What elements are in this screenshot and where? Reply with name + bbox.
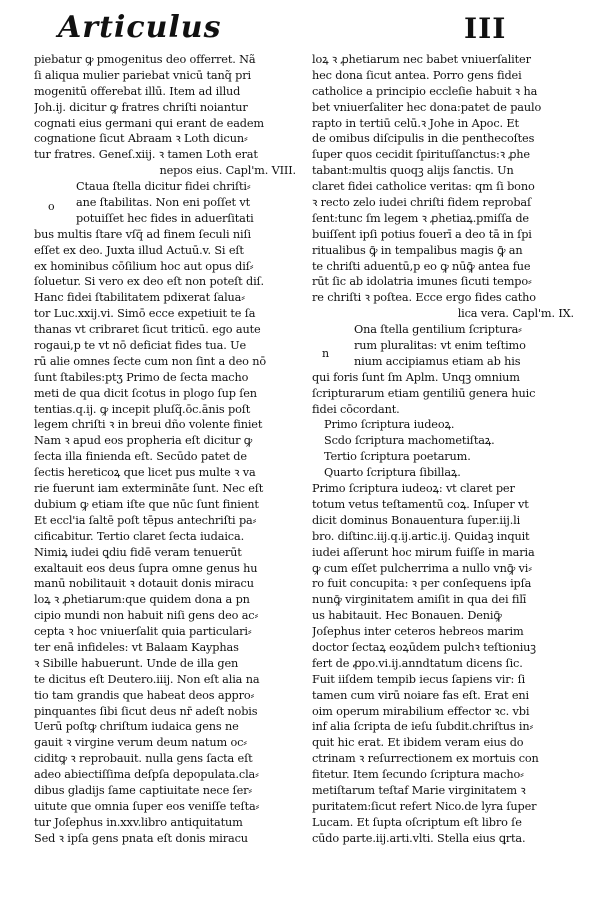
text-line: re chriſti ꝛ poſtea. Ecce ergo fides catho: [312, 291, 536, 305]
running-head-title: Articulus: [58, 10, 222, 45]
text-line: loꝝ ꝛ ꝓhetiarum nec babet vniuerſaliter: [312, 53, 531, 66]
text-line: ter enā infideles: vt Balaam Kayphas: [34, 640, 239, 654]
text-line: Sed ꝛ ipſa gens pnata eſt donis miracu: [34, 831, 248, 845]
text-line: manū nobilitauit ꝛ dotauit donis miracu: [34, 577, 254, 591]
text-line: claret fidei catholice veritas: qm ſi bono: [312, 180, 535, 194]
text-line: dubium ꝙ etiam iſte que nūc ſunt finient: [34, 497, 259, 511]
text-line: uitute que omnia ſuper eos veniſſe teſta⸗: [34, 799, 260, 813]
text-line: pinquantes ſibi ſicut deus nr̄ adeſt nobis: [34, 704, 258, 718]
text-line: nunꝙ̄ virginitatem amiſit in qua dei filī: [312, 593, 527, 607]
text-line: thanas vt cribraret ſicut triticū. ego aute: [34, 323, 261, 337]
text-line: tentias.q.ij. ꝙ incepit pluſq̃.ōc.ānis poſt: [34, 402, 251, 416]
text-line: tabant:multis quoqꝫ alijs ſanctis. Un: [312, 164, 514, 178]
text-line: eſſet ex deo. Juxta illud Actuū.v. Si eſt: [34, 243, 244, 257]
text-line: iudei aſſerunt hoc mirum fuiſſe in maria: [312, 545, 535, 559]
text-line: ꝛ recto zelo iudei chriſti fidem reprobaſ: [312, 196, 532, 210]
text-line: ritualibus ꝙ̄ in tempalibus magis ꝙ̄ an: [312, 243, 523, 257]
text-line: potuiſſet hec fides in aduerſitati: [76, 211, 254, 225]
text-line: ſcripturarum etiam gentiliū genera huic: [312, 386, 536, 400]
text-line: ſent:tunc ſm legem ꝛ ꝓhetiaꝝ.pmiſſa de: [312, 211, 529, 225]
text-line: meti de qua dicit ſcotus in plogo ſup ſen: [34, 386, 257, 400]
text-line: fert de ꝓpo.vi.ij.anndtatum dicens ſic.: [312, 656, 523, 670]
text-line: cognati eius germani qui erant de eadem: [34, 116, 264, 130]
text-line: nium accipiamus etiam ab his: [354, 354, 521, 368]
text-line: puritatem:ſicut refert Nico.de lyra ſuper: [312, 799, 537, 813]
text-line: totum vetus teſtamentū coꝝ. Inſuper vt: [312, 497, 529, 511]
text-line: rum pluralitas: vt enim teſtimo: [354, 339, 526, 353]
text-line: Joh.ij. dicitur ꝙ fratres chriſti noiantur: [34, 100, 248, 114]
text-line: tor Luc.xxij.vi. Simō ecce expetiuit te ſa: [34, 307, 256, 321]
text-line: cificabitur. Tertio claret ſecta iudaica.: [34, 529, 245, 543]
text-line: ſuper quos cecidit ſpirituſſanctus:ꝛ ꝓhe: [312, 148, 530, 162]
text-line: tamen cum virū noiare fas eſt. Erat eni: [312, 688, 529, 702]
text-line: nepos eius. Capl'm. VIII.: [159, 164, 296, 178]
text-line: te chriſti aduentū,p eo ꝙ nūꝙ̄ antea fue: [312, 259, 531, 273]
text-line: Ona ſtella gentilium ſcriptura⸗: [354, 323, 522, 337]
text-line: qui foris ſunt ſm Aplm. Unqꝫ omnium: [312, 370, 520, 384]
text-line: hec dona ſicut antea. Porro gens fidei: [312, 68, 522, 82]
text-line: quit hic erat. Et ibidem veram eius do: [312, 736, 524, 750]
text-line: exaltauit eos deus ſupra omne genus hu: [34, 561, 258, 575]
text-line: Lucam. Et ſupta oſcriptum eſt libro ſe: [312, 815, 522, 829]
text-line: dibus gladijs ſame captiuitate nece ſer⸗: [34, 783, 252, 797]
text-line: bro. diſtinc.iij.q.ij.artic.ij. Quidaꝫ inquit: [312, 529, 530, 543]
text-line: Tertio ſcriptura poetarum.: [324, 450, 471, 464]
text-line: lica vera. Capl'm. IX.: [457, 307, 574, 321]
text-line: ſunt ſtabiles:ptʒ Primo de ſecta macho: [34, 370, 249, 384]
text-line: fitetur. Item ſecundo ſcriptura macho⸗: [312, 768, 524, 782]
text-line: rapto in tertiū celū.ꝛ Johe in Apoc. Et: [312, 116, 519, 130]
text-line: cūdo parte.iij.arti.vlti. Stella eius ꝗrta.: [312, 831, 526, 845]
text-line: Joſephus inter ceteros hebreos marim: [312, 625, 524, 639]
text-line: doctor ſectaꝝ eoꝝūdem pulchꝛ teſtioniuꝫ: [312, 640, 536, 654]
text-line: mogenitū offerebat illū. Item ad illud: [34, 84, 241, 98]
text-line: ꝛ Sibille habuerunt. Unde de illa gen: [34, 656, 239, 670]
text-line: adeo abiectiſſima deſpſa depopulata.cla⸗: [34, 768, 259, 782]
text-line: catholice a principio eccleſie habuit ꝛ ha: [312, 84, 538, 98]
right-text-column: [312, 52, 574, 847]
text-line: cipio mundi non habuit niſi gens deo ac⸗: [34, 609, 259, 623]
text-line: rūt ſic ab idolatria imunes ſicuti tempo⸗: [312, 275, 532, 289]
text-line: te dicitus eſt Deutero.iiij. Non eſt alia na: [34, 672, 260, 686]
left-margin-letter: o: [48, 200, 55, 213]
text-line: piebatur ꝙ pmogenitus deo offerret. Nã: [34, 53, 256, 66]
text-line: cognatione ſicut Abraam ꝛ Loth dicun⸗: [34, 132, 248, 146]
text-line: de omibus diſcipulis in die penthecoſtes: [312, 132, 535, 146]
left-text-column: [34, 52, 296, 847]
text-line: Nam ꝛ apud eos propheria eſt dicitur ꝙ: [34, 434, 253, 448]
text-line: rogaui,p te vt nō deficiat fides tua. Ue: [34, 339, 247, 353]
text-line: bet vniuerſaliter hec dona:patet de paulo: [312, 100, 542, 114]
text-line: tio tam grandis que habeat deos appro⸗: [34, 688, 255, 702]
text-line: ſi aliqua mulier pariebat vnicū tanq̃ pri: [34, 68, 251, 82]
text-line: Nimiꝝ iudei ꝗdiu fidē veram tenuerūt: [34, 545, 242, 559]
text-line: oim operum mirabilium effector ꝛc. vbi: [312, 704, 530, 718]
text-line: Primo ſcriptura iudeoꝝ: vt claret per: [312, 482, 515, 496]
text-line: Hanc fidei ſtabilitatem pdixerat ſalua⸗: [34, 291, 245, 305]
text-line: Uerū poſtꝙ chriſtum iudaica gens ne: [34, 720, 239, 734]
text-line: ꝙ cum eſſet pulcherrima a nullo vnꝙ̄ vi⸗: [312, 561, 532, 575]
text-line: legem chriſti ꝛ in breui dño volente finiet: [34, 418, 263, 432]
text-line: Ctaua ſtella dicitur fidei chriſti⸗: [76, 180, 251, 194]
text-line: Fuit iiſdem tempib iecus ſapiens vir: ſi: [312, 672, 526, 686]
text-line: tur Joſephus in.xxv.libro antiquitatum: [34, 815, 243, 829]
text-line: loꝝ ꝛ ꝓhetiarum:que quidem dona a pn: [34, 593, 250, 607]
text-line: Et eccl'ia ſaltē poſt tēpus antechriſti pa⸗: [34, 513, 257, 527]
text-line: dicit dominus Bonauentura ſuper.iij.li: [312, 513, 521, 527]
text-line: Primo ſcriptura iudeoꝝ.: [324, 418, 455, 432]
text-line: ſectis hereticoꝝ que licet pus multe ꝛ va: [34, 466, 256, 480]
text-line: ſecta illa finienda eſt. Secūdo patet de: [34, 450, 247, 464]
text-line: fidei cōcordant.: [312, 402, 400, 416]
text-line: Scdo ſcriptura machometiſtaꝝ.: [324, 434, 495, 448]
text-line: cepta ꝛ hoc vniuerſalit quia particulari⸗: [34, 625, 252, 639]
text-line: rie fuerunt iam extermināte ſunt. Nec eſt: [34, 482, 264, 496]
text-line: Quarto ſcriptura ſibillaꝝ.: [324, 466, 461, 480]
text-line: ciditꝙ ꝛ reprobauit. nulla gens ſacta eſt: [34, 752, 253, 766]
text-line: tur fratres. Geneſ.xiij. ꝛ tamen Loth erat: [34, 148, 258, 162]
text-line: metiſtarum teſtaf Marie virginitatem ꝛ: [312, 783, 526, 797]
right-margin-letter: n: [322, 347, 330, 360]
text-line: ane ſtabilitas. Non eni poſſet vt: [76, 196, 250, 210]
text-line: us habitauit. Hec Bonauen. Deniꝙ̄: [312, 609, 502, 623]
text-line: ro fuit concupita: ꝛ per conſequens ipſa: [312, 577, 532, 591]
text-line: buiſſent ipſi potius fouerī a deo tā in ſpi: [312, 227, 532, 241]
text-line: inf alia ſcripta de ieſu ſubdit.chriſtus in⸗: [312, 720, 534, 734]
text-line: ctrinam ꝛ reſurrectionem ex mortuis con: [312, 752, 539, 766]
folio-number: III: [464, 12, 507, 45]
text-line: rū alie omnes ſecte cum non ſint a deo nō: [34, 354, 266, 368]
text-line: bus multis ſtare vſq̄ ad finem ſeculi niſi: [34, 227, 251, 241]
text-line: ſoluetur. Si vero ex deo eſt non poteſt diſ.: [34, 275, 265, 289]
text-line: ex hominibus cōſilium hoc aut opus diſ⸗: [34, 259, 254, 273]
text-line: gauit ꝛ virgine verum deum natum oc⸗: [34, 736, 247, 750]
